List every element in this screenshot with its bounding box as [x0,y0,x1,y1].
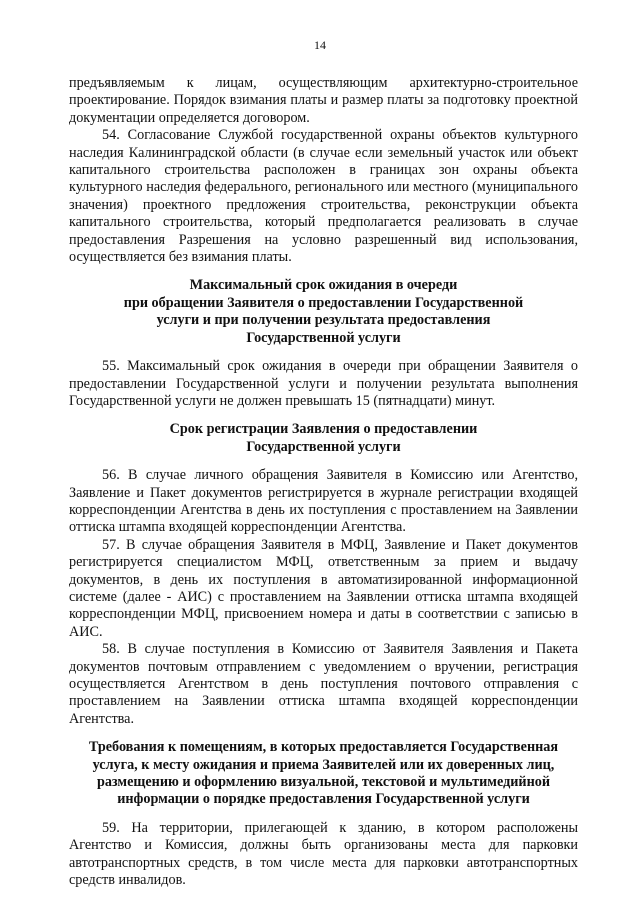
heading-line: Срок регистрации Заявления о предоставлении [169,421,478,438]
paragraph-58: 58. В случае поступления в Комиссию от Заявителя Заявления и Пакета документов почтовым отправлением с уведомлением о вручении, регистрация осуществляется Агентством в день поступления почтового отправления с проставлением на Заявлении оттиска штампа входящей корреспонденции Агентства. [69,641,578,727]
heading-line: услуга, к месту ожидания и приема Заявителей или их доверенных лиц, [92,756,555,773]
heading-line: при обращении Заявителя о предоставлении Государственной [123,294,524,311]
paragraph-54: 54. Согласование Службой государственной охраны объектов культурного наследия Калининградской области (в случае если земельный участок или объект капитального строительства расположен в границах зон охраны объекта культурного наследия федерального, регионального или местного (муниципального значения) проектного предложения строительства, реконструкции объекта капитального строительства, который предполагается реализовать в случае предоставления Разрешения на условно разрешенный вид использования, осуществляется без взимания платы. [69,127,578,266]
heading-line: размещению и оформлению визуальной, текстовой и мультимедийной [96,774,551,791]
heading-line: Требования к помещениям, в которых предоставляется Государственная [88,739,559,756]
heading-line: Государственной услуги [246,438,401,455]
heading-registration-term [69,421,578,456]
heading-line: Максимальный срок ожидания в очереди [189,277,458,294]
heading-line: услуги и при получении результата предоставления [156,312,491,329]
paragraph-56: 56. В случае личного обращения Заявителя в Комиссию или Агентство, Заявление и Пакет документов регистрируется в журнале регистрации входящей корреспонденции Агентства в день их поступления с проставлением на Заявлении оттиска штампа входящей корреспонденции Агентства. [69,467,578,536]
paragraph-57: 57. В случае обращения Заявителя в МФЦ, Заявление и Пакет документов регистрируется специалистом МФЦ, ответственным за прием и выдачу документов, в день их поступления в автоматизированной информационной системе (далее - АИС) с проставлением на Заявлении оттиска штампа входящей корреспонденции МФЦ, присвоением номера и даты в соответствии с записью в АИС. [69,536,578,640]
heading-max-waiting-time [69,277,578,347]
heading-premises-requirements [69,739,578,809]
paragraph-59: 59. На территории, прилегающей к зданию, в котором расположены Агентство и Комиссия, должны быть организованы места для парковки автотранспортных средств, в том числе места для парковки автотранспортных средств инвалидов. [69,819,578,889]
page-number: 14 [314,38,326,52]
heading-line: Государственной услуги [246,329,401,346]
paragraph-55: 55. Максимальный срок ожидания в очереди при обращении Заявителя о предоставлении Государственной услуги и получении результата выполнения Государственной услуги не должен превышать 15 (пятнадцати) минут. [69,358,578,409]
paragraph-continuation: предъявляемым к лицам, осуществляющим архитектурно-строительное проектирование. Порядок взимания платы и размер платы за подготовку проектной документации определяется договором. [69,75,578,126]
document-body [69,75,578,889]
heading-line: информации о порядке предоставления Государственной услуги [117,791,530,808]
